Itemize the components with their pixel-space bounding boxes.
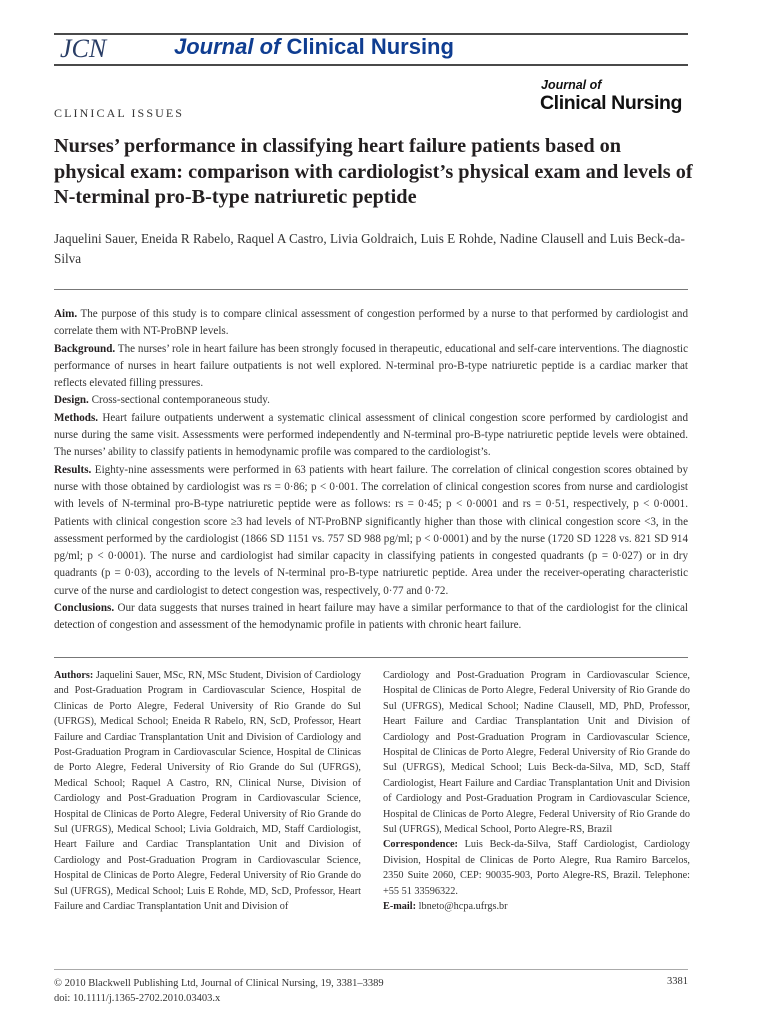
authors-affiliations-text: Jaquelini Sauer, MSc, RN, MSc Student, Division of Cardiology and Post-Graduation Program in Cardiovascular Science, Hospital de Clinicas de Porto Alegre, Federal University of Rio Grande do Sul (UFRGS), Medical School; Eneida R Rabelo, RN, ScD, Professor, Heart Failure and Cardiac Transplantation Unit and Division of Cardiology and Post-Graduation Program in Cardiovascular Science, Hospital de Clinicas de Porto Alegre, Federal University of Rio Grande do Sul (UFRGS), Medical School; Raquel A Castro, RN, Clinical Nurse, Division of Cardiology and Post-Graduation Program in Cardiovascular Science, Hospital de Clinicas de Porto Alegre, Federal University of Rio Grande do Sul (UFRGS), Medical School; Livia Goldraich, MD, Staff Cardiologist, Heart Failure and Cardiac Transplantation Unit and Division of Cardiology and Post-Graduation Program in Cardiovascular Science, Hospital de Clinicas de Porto Alegre, Federal University of Rio Grande do Sul (UFRGS), Medical School; Luis E Rohde, MD, ScD, Professor, Heart Failure and Cardiac Transplantation Unit and Division of (54, 670, 361, 913)
section-label: CLINICAL ISSUES (54, 106, 185, 120)
methods-label: Methods. (54, 411, 99, 424)
aim-text: The purpose of this study is to compare clinical assessment of congestion performed by a nurse to that performed by cardiologist and correlate them with NT-ProBNP levels. (54, 308, 688, 338)
authors-label: Authors: (54, 670, 94, 681)
authors-affiliations-continued: Cardiology and Post-Graduation Program in Cardiovascular Science, Hospital de Clinicas de Porto Alegre, Federal University of Rio Grande do Sul (UFRGS), Medical School; Nadine Clausell, MD, PhD, Professor, Heart Failure and Cardiac Transplantation Unit and Division of Cardiology and Post-Graduation Program in Cardiovascular Science, Hospital de Clinicas de Porto Alegre, Federal University of Rio Grande do Sul (UFRGS), Medical School; Luis Beck-da-Silva, MD, ScD, Staff Cardiologist, Heart Failure and Cardiac Transplantation Unit and Division of Cardiology and Post-Graduation Program in Cardiovascular Science, Hospital de Clinicas de Porto Alegre, Federal University of Rio Grande do Sul (UFRGS), Medical School, Porto Alegre-RS, Brazil (383, 670, 690, 836)
aim-label: Aim. (54, 308, 78, 320)
journal-name-rest: Clinical Nursing (280, 34, 454, 59)
correspondence (383, 837, 690, 899)
results-label: Results. (54, 463, 92, 476)
journal-name (174, 34, 454, 60)
abstract-methods (54, 410, 688, 462)
authors-affiliations (54, 668, 361, 915)
correspondence-text: Luis Beck-da-Silva, Staff Cardiologist, Cardiology Division, Hospital de Clinicas de Porto Alegre, Rua Ramiro Barcelos, 2350 Suite 2060, CEP: 90035-903, Porto Alegre-RS, Brazil. Telephone: +55 51 33596322. (383, 839, 690, 897)
conclusions-label: Conclusions. (54, 602, 115, 615)
abstract-bottom-rule (54, 657, 688, 658)
abstract-results (54, 462, 688, 600)
background-label: Background. (54, 342, 116, 355)
methods-text: Heart failure outpatients underwent a systematic clinical assessment of clinical congestion score performed by cardiologist and nurse during the same visit. Assessments were performed independently and N-terminal pro-B-type natriuretic peptide levels were obtained. The nurses’ ability to classify patients in hemodynamic profile was compared to the cardiologist’s. (54, 411, 688, 459)
abstract-top-rule (54, 289, 688, 290)
correspondence-label: Correspondence: (383, 839, 458, 851)
abstract-conclusions (54, 600, 688, 635)
author-list: Jaquelini Sauer, Eneida R Rabelo, Raquel A Castro, Livia Goldraich, Luis E Rohde, Nadine Clausell and Luis Beck-da-Silva (54, 231, 685, 266)
results-text: Eighty-nine assessments were performed in 63 patients with heart failure. The correlation of clinical congestion scores obtained by nurse with those obtained by cardiologist was rs = 0·86; p < 0·001. The correlation of clinical congestion scores from nurse and cardiologist with levels of N-terminal pro-B-type natriuretic peptide were as follows: rs = 0·45; p < 0·0001 and rs = 0·51, respectively, p < 0·0001. Patients with clinical congestion score ≥3 had levels of NT-ProBNP significantly higher than those with clinical congestion score <3, in the assessment performed by the cardiologist (1866 SD 1151 vs. 757 SD 988 pg/ml; p < 0·0001) and by the nurse (1720 SD 1228 vs. 821 SD 914 pg/ml; p < 0·0001). The nurse and cardiologist had similar capacity in classifying patients in congested quadrants (p = 0·027) or in dry quadrants (p = 0·03), according to the levels of N-terminal pro-B-type natriuretic peptide. Area under the receiver-operating characteristic curve of the nurse and cardiologist to detect congestion was, respectively, 0·77 and 0·72. (54, 463, 688, 597)
header-bottom-rule (54, 64, 688, 66)
email (383, 899, 690, 914)
journal-name-italic: Journal of (174, 34, 281, 59)
affiliations-right-column (383, 668, 690, 915)
abstract-background (54, 341, 688, 393)
background-text: The nurses’ role in heart failure has been strongly focused in therapeutic, educational and self-care interventions. The diagnostic performance of nurses in heart failure outpatients is not well explored. N-terminal pro-B-type natriuretic peptide is a cardiac marker that reflects elevated filling pressures. (54, 342, 688, 390)
design-label: Design. (54, 394, 89, 407)
journal-logo-line1: Journal of (541, 78, 602, 92)
copyright-line: © 2010 Blackwell Publishing Ltd, Journal of Clinical Nursing, 19, 3381–3389 (54, 978, 384, 989)
affiliations-left-column (54, 668, 361, 915)
article-title: Nurses’ performance in classifying heart failure patients based on physical exam: comparison with cardiologist’s physical exam and levels of N-terminal pro-B-type natriuretic peptide (54, 135, 693, 208)
footer-rule (54, 969, 688, 970)
page-number: 3381 (667, 976, 688, 987)
abstract-design (54, 392, 688, 409)
email-label: E-mail: (383, 901, 417, 913)
doi-line[interactable]: doi: 10.1111/j.1365-2702.2010.03403.x (54, 993, 221, 1004)
journal-logo-line2: Clinical Nursing (540, 92, 683, 114)
email-address[interactable]: lbneto@hcpa.ufrgs.br (416, 901, 508, 913)
abstract-aim (54, 306, 688, 341)
footer (54, 976, 384, 1006)
conclusions-text: Our data suggests that nurses trained in heart failure may have a similar performance to that of the cardiologist for the clinical detection of congestion and assessment of the hemodynamic profile in patients with chronic heart failure. (54, 602, 688, 632)
design-text: Cross-sectional contemporaneous study. (88, 394, 270, 407)
abstract (54, 306, 688, 635)
journal-abbrev: JCN (60, 34, 107, 63)
